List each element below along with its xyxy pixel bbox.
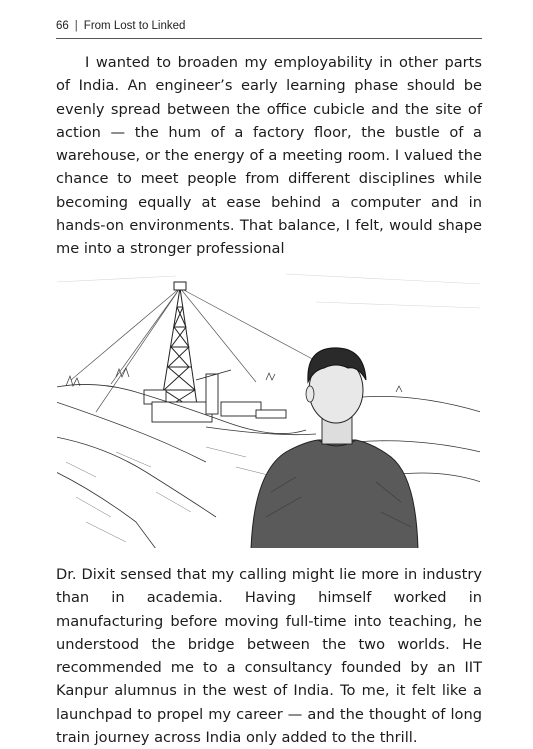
book-title: From Lost to Linked [83,20,186,32]
paragraph-2: Dr. Dixit sensed that my calling might lie more in industry than in academia. Having himself worked in manufacturing before moving full-time into teaching, he understood the bridge between the two worlds. He recommended me to a consultancy founded by an IIT Kanpur alumnus in the west of India. To me, it felt like a launchpad to propel my career — and the thought of long train journey across India only added to the thrill. [56,566,482,747]
sand-hatching [66,447,276,542]
oil-rig-desert-man-illustration-icon [56,262,481,549]
sky-hatch [56,274,481,308]
man-figure [251,348,418,549]
header-rule [56,38,482,39]
running-header [56,20,482,32]
oil-rig-illustration [56,262,481,549]
guy-wires [71,288,318,412]
paragraph-1: I wanted to broaden my employability in other parts of India. An engineer’s early learning phase should be evenly spread between the office cubicle and the site of action — the hum of a factory floor, the bustle of a warehouse, or the energy of a meeting room. I valued the chance to meet people from different disciplines while becoming equally at ease behind a computer and in hands-on environments. That balance, I felt, would shape me into a stronger professional [56,54,482,258]
header-separator: | [74,20,78,32]
page-number: 66 [56,20,69,32]
